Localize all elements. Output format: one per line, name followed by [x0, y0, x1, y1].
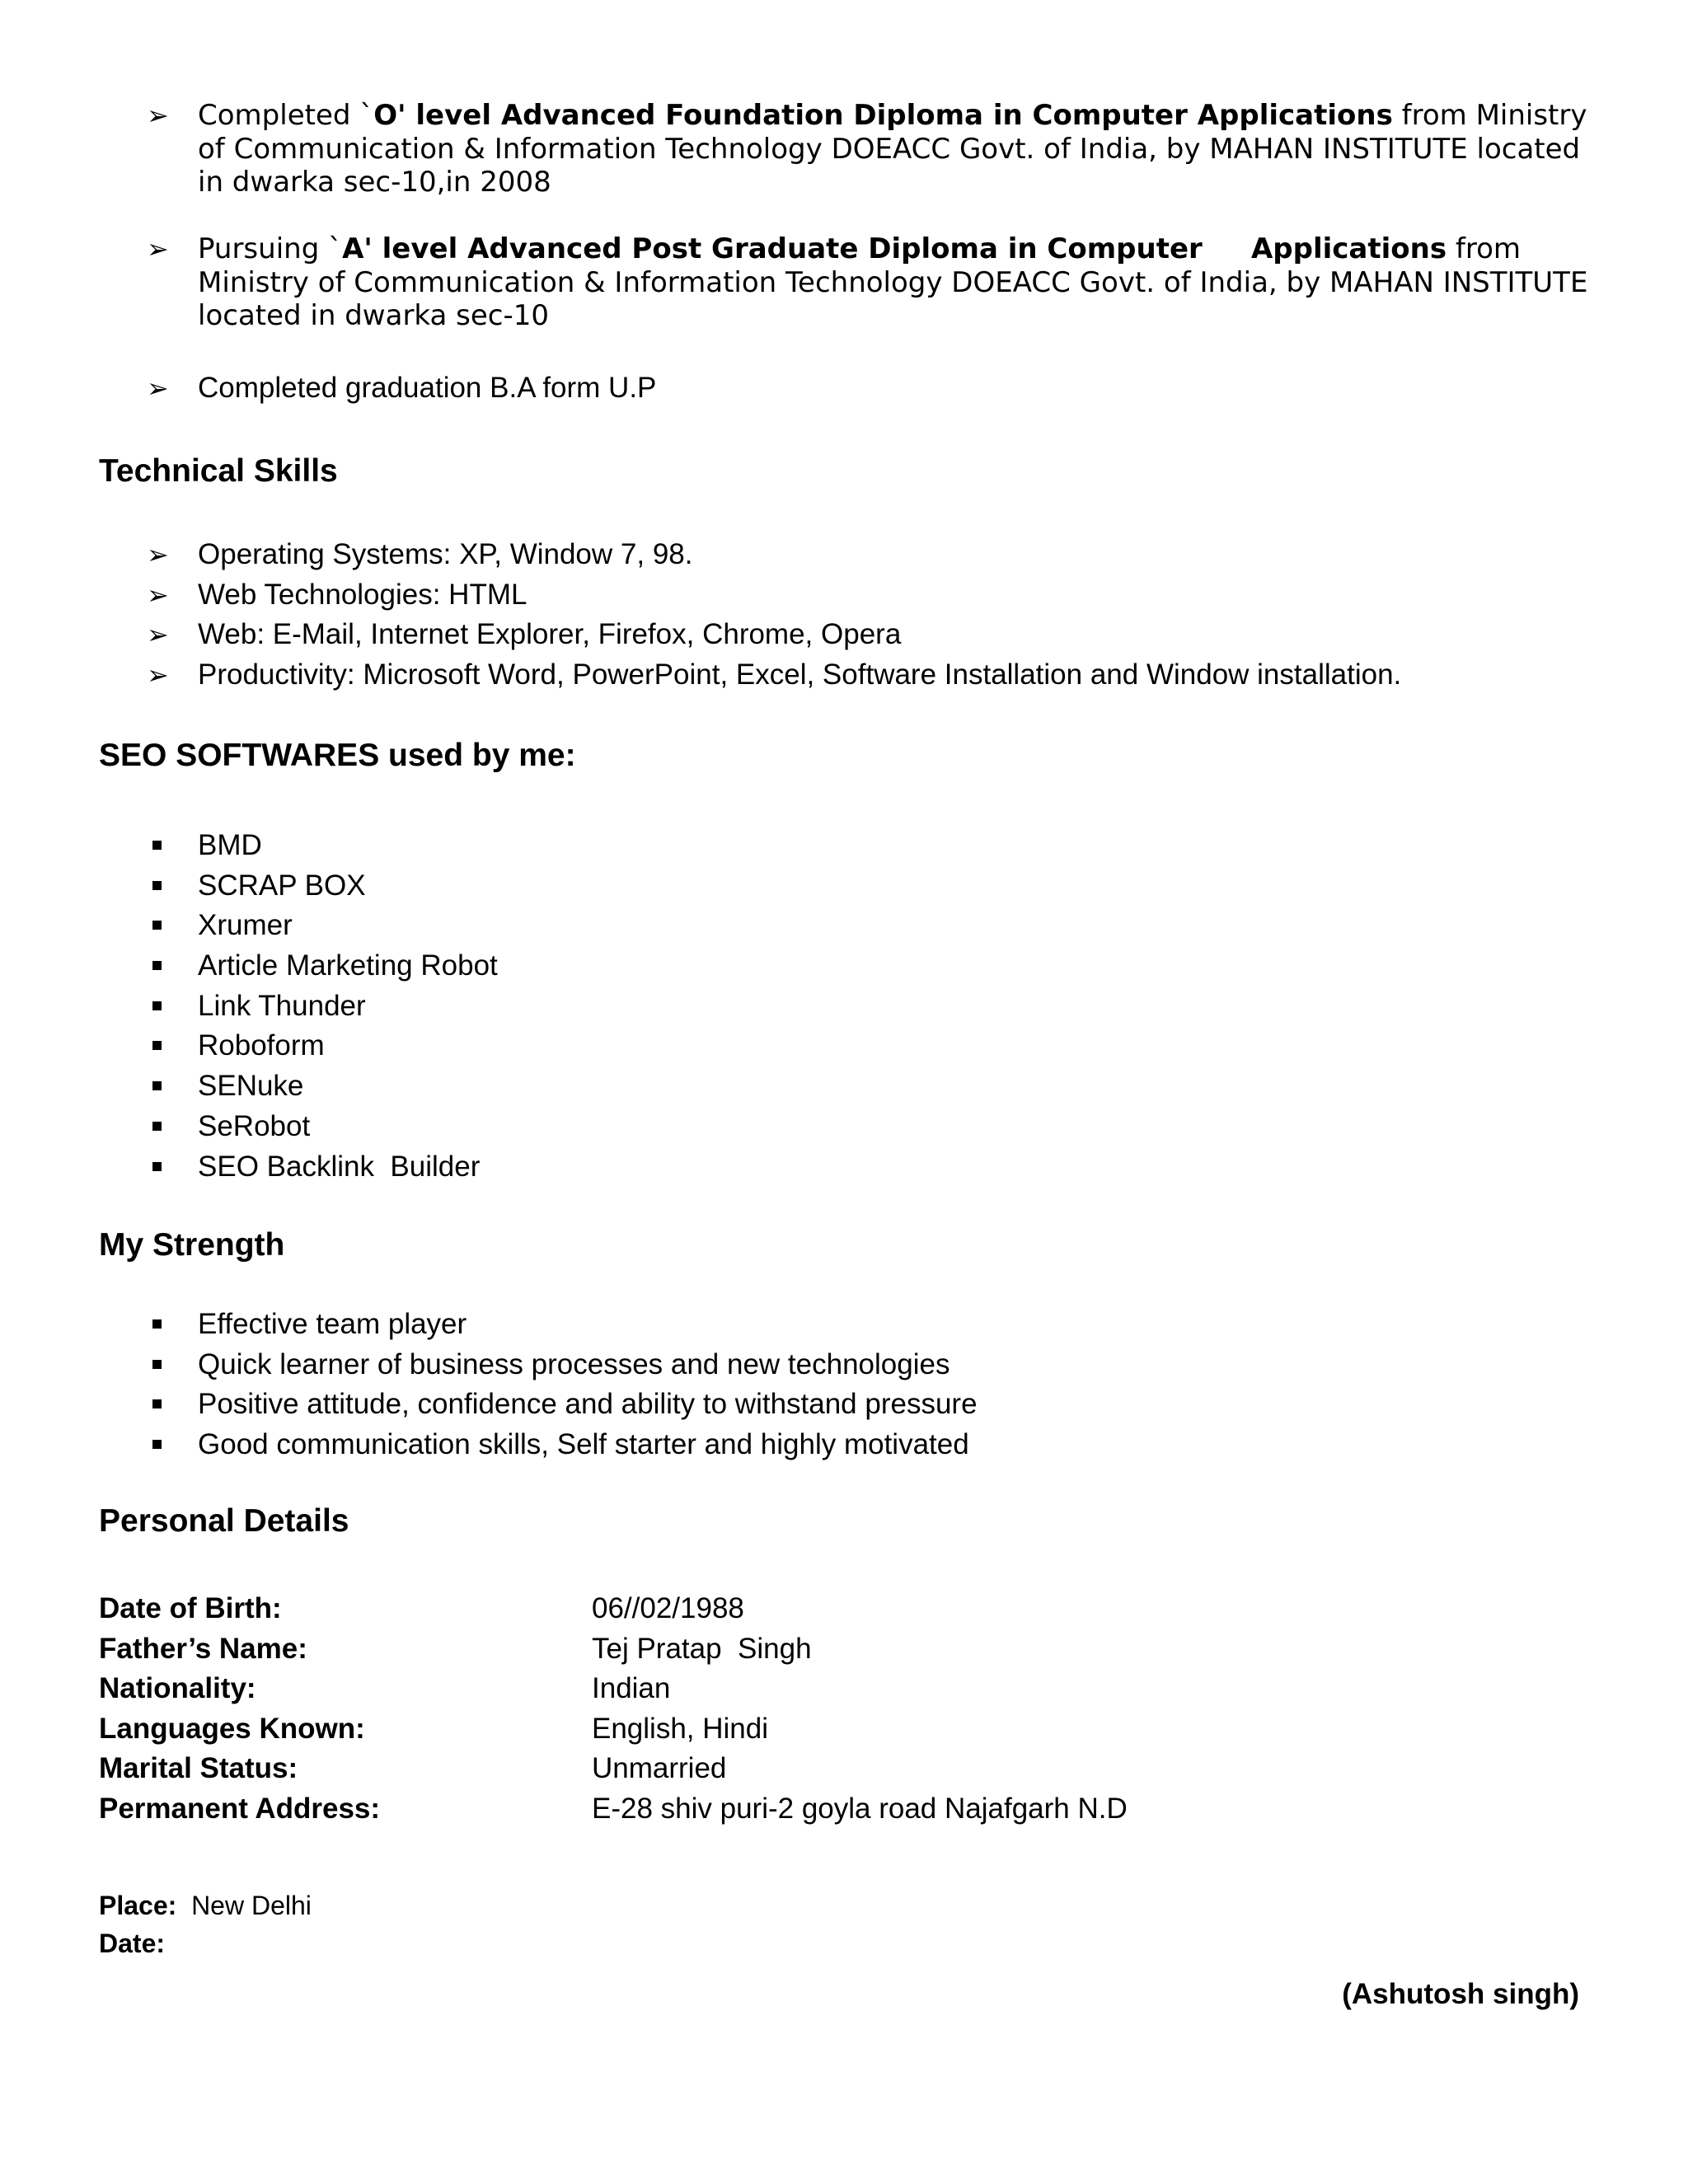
resume-page: ➢ Completed `O' level Advanced Foundation Diploma in Computer Applications from Ministry of Communication & Information Technology DOEACC Govt. of India, by MAHAN INSTITUTE located in dwarka sec-10,in 2008 ➢ Pursuing `A' level Advanced Post Graduate Diploma in Computer Applications from Ministry of Communication & Information Technology DOEACC Govt. of India, by MAHAN INSTITUTE located in dwarka sec-10 ➢ Completed graduation B.A form U.P Technical Skills ➢ Operating Systems: XP, Window 7, 98. ➢ Web Technologies: HTML ➢ Web: E-Mail, Internet Explorer, Firefox, Chrome, Opera ➢ Productivity: Microsoft Word, PowerPoint, Excel, Software Installation and Window installation. SEO SOFTWARES used by me: BMD SCRAP BOX Xrumer Article Marketing Robot Link Thunder Roboform SENuke SeRobot SEO Backlink Builder My Strength Effective team player Quick learner of business processes and new technologies Positive attitude, confidence and ability to withstand pressure Good communication skills, Self starter and highly motivated Personal Details Date of Birth: 06//02/1988 Father’s Name: Tej Pratap Singh Nationality: Indian Languages Known: English, Hindi Marital Status: Unmarried Permanent Address: E-28 shiv puri-2 goyla road Najafgarh N.D Place: New Delhi Date: (Ashutosh singh) — [0, 0, 1688, 2184]
signature-name: (Ashutosh singh) — [1342, 1978, 1579, 2010]
list-item: ➢ Operating Systems: XP, Window 7, 98. — [147, 535, 1401, 575]
square-bullet-icon — [152, 1041, 162, 1050]
date-line: Date: — [99, 1929, 166, 1958]
arrow-bullet-icon: ➢ — [147, 619, 169, 651]
list-item: Link Thunder — [147, 987, 498, 1027]
technical-skills-list — [147, 535, 1401, 696]
list-item: SEO Backlink Builder — [147, 1147, 498, 1188]
strength-list — [147, 1305, 978, 1465]
list-item: Xrumer — [147, 906, 498, 946]
list-item: SCRAP BOX — [147, 866, 498, 907]
arrow-bullet-icon: ➢ — [147, 579, 169, 611]
square-bullet-icon — [152, 1122, 162, 1131]
square-bullet-icon — [152, 841, 162, 850]
list-item: ➢ Web Technologies: HTML — [147, 575, 1401, 616]
list-item: ➢ Productivity: Microsoft Word, PowerPoint, Excel, Software Installation and Window installation. — [147, 655, 1401, 696]
section-heading-seo-softwares: SEO SOFTWARES used by me: — [99, 738, 576, 773]
education-item — [147, 99, 1597, 199]
list-item: SENuke — [147, 1066, 498, 1107]
list-item: BMD — [147, 826, 498, 866]
arrow-bullet-icon: ➢ — [147, 659, 169, 691]
list-item: Effective team player — [147, 1305, 978, 1345]
arrow-bullet-icon: ➢ — [147, 100, 169, 131]
list-item: ➢ Web: E-Mail, Internet Explorer, Firefox, Chrome, Opera — [147, 615, 1401, 655]
arrow-bullet-icon: ➢ — [147, 233, 169, 265]
list-item: Quick learner of business processes and new technologies — [147, 1345, 978, 1385]
place-line: Place: New Delhi — [99, 1891, 312, 1920]
square-bullet-icon — [152, 1319, 162, 1329]
arrow-bullet-icon: ➢ — [147, 539, 169, 570]
education-item — [147, 232, 1597, 333]
square-bullet-icon — [152, 881, 162, 890]
square-bullet-icon — [152, 1081, 162, 1090]
square-bullet-icon — [152, 921, 162, 930]
arrow-bullet-icon: ➢ — [147, 373, 169, 404]
square-bullet-icon — [152, 1399, 162, 1408]
education-text: Completed `O' level Advanced Foundation Diploma in Computer Applications from Ministry of Communication & Information Technology DOEACC Govt. of India, by MAHAN INSTITUTE located in dwarka sec-10,in 2008 — [198, 99, 1587, 199]
education-text: Pursuing `A' level Advanced Post Graduate Diploma in Computer Applications from Ministry of Communication & Information Technology DOEACC Govt. of India, by MAHAN INSTITUTE located in dwarka sec-10 — [198, 232, 1597, 332]
seo-softwares-list — [147, 826, 498, 1187]
list-item: SeRobot — [147, 1107, 498, 1147]
list-item: Roboform — [147, 1026, 498, 1066]
square-bullet-icon — [152, 1001, 162, 1010]
section-heading-personal-details: Personal Details — [99, 1503, 349, 1539]
section-heading-technical-skills: Technical Skills — [99, 453, 338, 489]
list-item: Article Marketing Robot — [147, 946, 498, 987]
square-bullet-icon — [152, 1162, 162, 1171]
square-bullet-icon — [152, 1440, 162, 1449]
list-item: Positive attitude, confidence and ability to withstand pressure — [147, 1385, 978, 1425]
education-text: Completed graduation B.A form U.P — [198, 372, 657, 404]
list-item: Good communication skills, Self starter and highly motivated — [147, 1425, 978, 1465]
square-bullet-icon — [152, 961, 162, 970]
education-item — [147, 368, 1597, 408]
square-bullet-icon — [152, 1360, 162, 1369]
section-heading-my-strength: My Strength — [99, 1227, 285, 1263]
